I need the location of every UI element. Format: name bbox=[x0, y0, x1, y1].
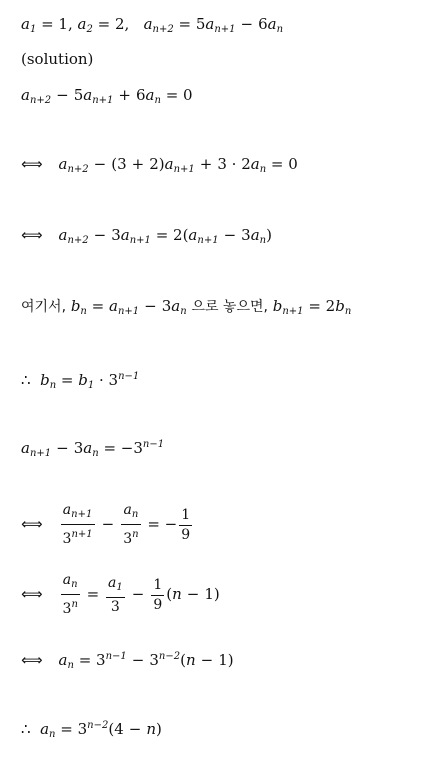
solution-label: (solution) bbox=[21, 50, 94, 68]
therefore-icon: ∴ bbox=[21, 720, 31, 738]
equation-step-4: $a_{n+1} - 3a_n = -3^{n-1}$ bbox=[21, 439, 165, 459]
therefore-icon: ∴ bbox=[21, 371, 31, 389]
korean-set-as: 으로 놓으면, bbox=[191, 299, 268, 315]
iff-arrow-icon: ⟺ bbox=[21, 515, 43, 533]
equation-step-2: ⟺ $a_{n+2} - (3 + 2)a_{n+1} + 3 \cdot 2a_n = 0$ bbox=[21, 155, 298, 175]
substitution-line: 여기서, $b_n = a_{n+1} - 3a_n$ 으로 놓으면, $b_{n+1} = 2b_n$ bbox=[21, 297, 352, 317]
final-answer: ∴ $a_n = 3^{n-2}(4 - n)$ bbox=[21, 720, 162, 740]
iff-arrow-icon: ⟺ bbox=[21, 651, 43, 669]
given-recurrence: $a_1 = 1$, $a_2 = 2$, $a_{n+2} = 5a_{n+1} - 6a_n$ bbox=[21, 15, 284, 35]
equation-step-3: ⟺ $a_{n+2} - 3a_{n+1} = 2(a_{n+1} - 3a_n)$ bbox=[21, 226, 272, 246]
therefore-bn: ∴ $b_n = b_1 \cdot 3^{n-1}$ bbox=[21, 371, 140, 391]
korean-here: 여기서, bbox=[21, 299, 67, 315]
iff-arrow-icon: ⟺ bbox=[21, 585, 43, 603]
iff-arrow-icon: ⟺ bbox=[21, 226, 43, 244]
equation-step-5: ⟺ $\frac{a_{n+1}}{3^{n+1}}$ − $\frac{a_n}{3^n}$ = − $\frac{1}{9}$ bbox=[21, 502, 191, 547]
equation-step-1: $a_{n+2} - 5a_{n+1} + 6a_n = 0$ bbox=[21, 86, 193, 106]
iff-arrow-icon: ⟺ bbox=[21, 155, 43, 173]
equation-step-6: ⟺ $\frac{a_n}{3^n}$ = $\frac{a_1}{3}$ − $\frac{1}{9}$ (n − 1) bbox=[21, 572, 220, 617]
equation-step-7: ⟺ $a_n = 3^{n-1} - 3^{n-2}(n - 1)$ bbox=[21, 651, 234, 671]
